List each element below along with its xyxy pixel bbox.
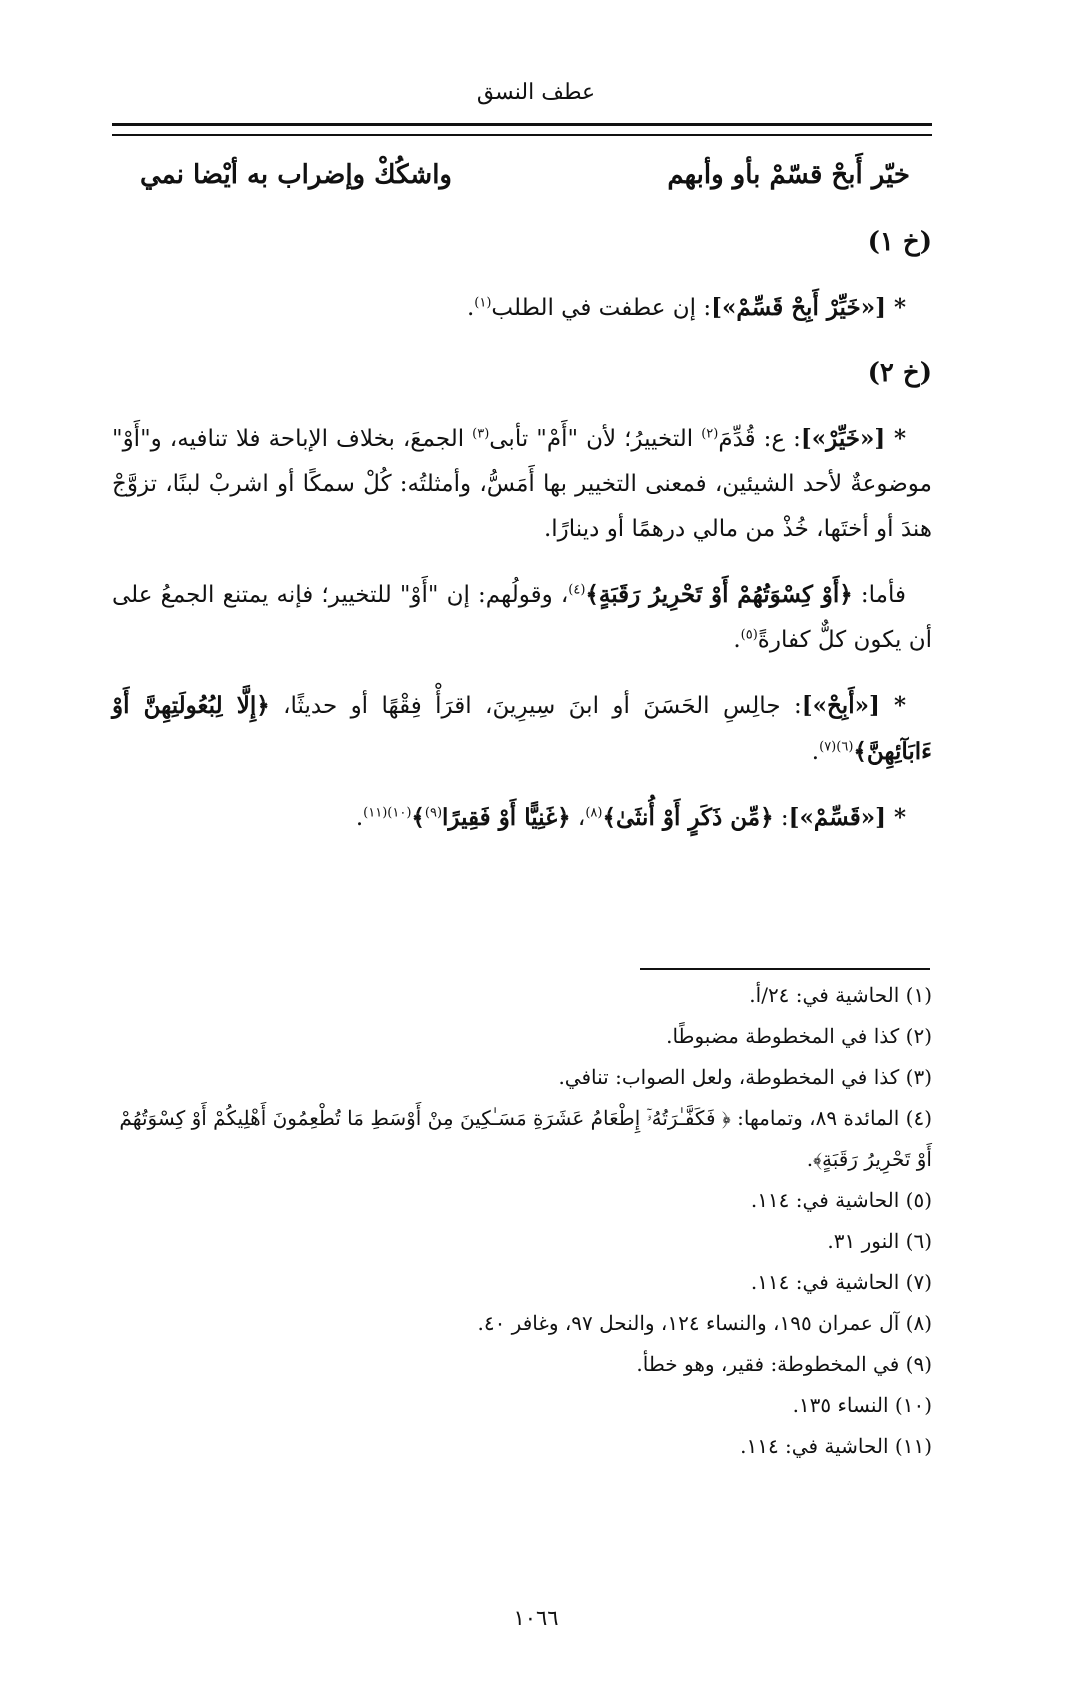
page-number: ١٠٦٦ bbox=[513, 1606, 559, 1630]
footnote-3: (٣) كذا في المخطوطة، ولعل الصواب: تنافي. bbox=[558, 1065, 932, 1089]
footnote-11: (١١) الحاشية في: ١١٤. bbox=[740, 1434, 932, 1458]
quran-quote: ﴿مِّن ذَكَرٍ أَوْ أُنثَىٰ﴾ bbox=[602, 804, 774, 831]
footnote-ref: (٤) bbox=[568, 582, 586, 598]
lemma: * [«خَيِّرْ»] bbox=[800, 425, 907, 452]
paragraph-2 bbox=[112, 416, 932, 552]
paragraph-4 bbox=[112, 683, 932, 775]
quran-quote-close: ﴾ bbox=[411, 804, 425, 831]
paragraph-text: : جالِسِ الحَسَنَ أو ابنَ سِيرِينَ، اقرَأْ فِقْهًا أو حديثًا، bbox=[269, 693, 802, 719]
paragraph-text: ، وقولُهم: إن "أَوْ" للتخيير؛ فإنه يمتنع الجمعُ على أن يكون كلٌّ كفارةً bbox=[112, 582, 932, 653]
footnote-ref: (٣) bbox=[472, 426, 490, 442]
paragraph-text: : إن عطفت في الطلب bbox=[491, 295, 712, 321]
poem-verse bbox=[140, 160, 910, 204]
quran-quote: ﴿أَوْ كِسْوَتُهُمْ أَوْ تَحْرِيرُ رَقَبَةٍ﴾ bbox=[585, 581, 853, 608]
paragraph-text: : ع: قُدِّمَ bbox=[718, 426, 801, 452]
footnote-ref: (٦)(٧) bbox=[819, 739, 854, 755]
paragraph-text: الجمعَ، بخلاف الإباحة فلا تنافيه، و"أَوْ" موضوعةٌ لأحد الشيئين، فمعنى التخيير بها أَمَسُّ، وأمثلتُه: كُلْ سمكًا أو اشربْ لبنًا، تزوَّجْ هندَ أو أختَها، خُذْ من مالي درهمًا أو دينارًا. bbox=[112, 426, 932, 542]
footnote-8: (٨) آل عمران ١٩٥، والنساء ١٢٤، والنحل ٩٧، وغافر ٤٠. bbox=[477, 1311, 932, 1335]
punctuation: . bbox=[733, 627, 741, 653]
paragraph-5 bbox=[112, 795, 932, 841]
quran-quote: ﴿غَنِيًّا أَوْ فَقِيرًا bbox=[442, 804, 571, 831]
footnote-5: (٥) الحاشية في: ١١٤. bbox=[750, 1188, 932, 1212]
paragraph-text: ، bbox=[570, 805, 586, 831]
footnote-ref: (٢) bbox=[701, 426, 719, 442]
section-marker-2: (خ ٢) bbox=[867, 358, 932, 388]
footnote-ref: (٥) bbox=[740, 627, 758, 643]
footnote-ref: (٨) bbox=[585, 805, 603, 821]
verse-hemistich-first: خيّر أَبحْ قسّمْ بأو وأبهم bbox=[667, 160, 910, 190]
verse-hemistich-second: واشكُكْ وإضراب به أيْضا نمي bbox=[140, 160, 452, 190]
punctuation: . bbox=[811, 739, 820, 765]
quran-quote: ﴿إِلَّا لِبُعُولَتِهِنَّ أَوْ ءَابَآئِهِنَّ﴾ bbox=[112, 692, 932, 765]
footnote-10: (١٠) النساء ١٣٥. bbox=[792, 1393, 932, 1417]
footnote-9: (٩) في المخطوطة: فقير، وهو خطأ. bbox=[636, 1352, 932, 1376]
main-text bbox=[112, 220, 932, 861]
lemma: * [«خَيِّرْ أَبِحْ قَسِّمْ»] bbox=[711, 294, 906, 321]
footnote-1: (١) الحاشية في: ٢٤/أ. bbox=[749, 983, 932, 1007]
paragraph-text: التخييرُ؛ لأن "أَمْ" تأبى bbox=[489, 426, 702, 452]
footnote-6: (٦) النور ٣١. bbox=[827, 1229, 932, 1253]
footnote-ref: (٩) bbox=[424, 805, 443, 821]
header-rule-thin bbox=[112, 134, 932, 136]
footnote-separator bbox=[640, 968, 930, 970]
footnote-ref: (١٠)(١١) bbox=[363, 805, 412, 821]
footnote-2: (٢) كذا في المخطوطة مضبوطًا. bbox=[666, 1024, 932, 1048]
section-marker-1: (خ ١) bbox=[867, 227, 932, 257]
footnote-7: (٧) الحاشية في: ١١٤. bbox=[750, 1270, 932, 1294]
footnote-ref: (١) bbox=[474, 295, 492, 311]
paragraph-text: فأما: bbox=[852, 582, 907, 608]
punctuation: . bbox=[466, 295, 475, 321]
lemma: * [«قَسِّمْ»] bbox=[788, 804, 906, 831]
lemma: * [«أَبِحْ»] bbox=[801, 692, 906, 719]
running-header: عطف النسق bbox=[476, 80, 596, 105]
paragraph-1 bbox=[112, 285, 932, 331]
footnotes bbox=[112, 975, 932, 1467]
punctuation: . bbox=[355, 805, 364, 831]
footnote-4: (٤) المائدة ٨٩، وتمامها: ﴿ فَكَفَّـٰرَتُهُۥٓ إِطْعَامُ عَشَرَةِ مَسَـٰكِينَ مِنْ أَوْسَطِ مَا تُطْعِمُونَ أَهْلِيكُمْ أَوْ كِسْوَتُهُمْ أَوْ تَحْرِيرُ رَقَبَةٍ﴾. bbox=[119, 1106, 932, 1171]
paragraph-3 bbox=[112, 572, 932, 663]
paragraph-text: : bbox=[773, 805, 789, 831]
header-rule-thick bbox=[112, 123, 932, 126]
